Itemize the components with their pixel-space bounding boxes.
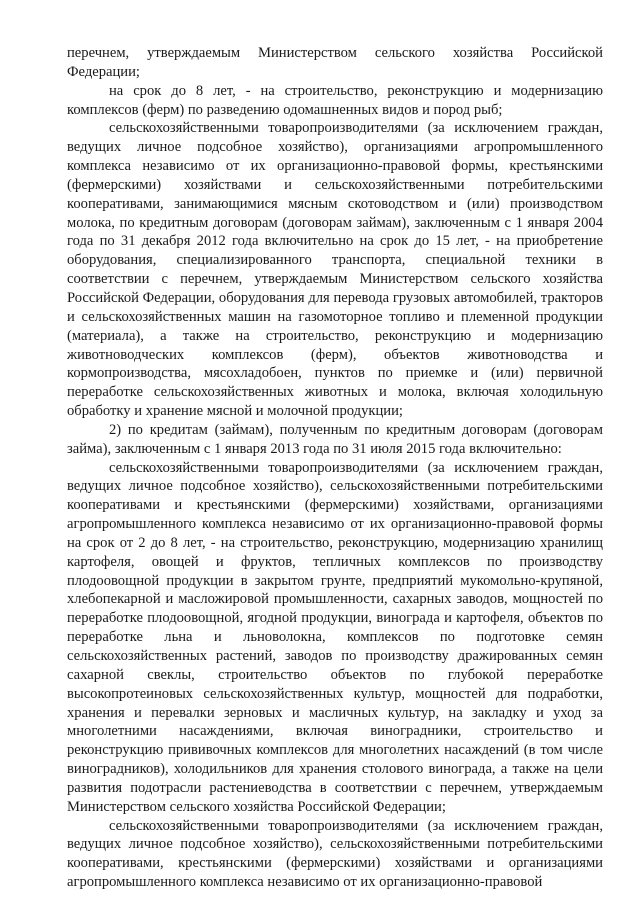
paragraph-5: сельскохозяйственными товаропроизводителями (за исключением граждан, ведущих личное подсобное хозяйство), сельскохозяйственными потребительскими кооперативами и крестьянскими (фермерскими) хозяйствами, организациями агропромышленного комплекса независимо от их организационно-правовой формы на срок от 2 до 8 лет, - на строительство, реконструкцию, модернизацию хранилищ картофеля, овощей и фруктов, тепличных комплексов по производству плодоовощной продукции в закрытом грунте, предприятий мукомольно-крупяной, хлебопекарной и масложировой промышленности, сахарных заводов, мощностей по переработке плодоовощной, ягодной продукции, винограда и картофеля, объектов по переработке льна и льноволокна, комплексов по подготовке семян сельскохозяйственных растений, заводов по производству дражированных семян сахарной свеклы, строительство объектов по глубокой переработке высокопротеиновых сельскохозяйственных культур, мощностей для подработки, хранения и перевалки зерновых и масличных культур, на закладку и уход за многолетними насаждениями, включая виноградники, строительство и реконструкцию прививочных комплексов для многолетних насаждений (в том числе виноградников), холодильников для хранения столового винограда, а также на цели развития подотрасли растениеводства в соответствии с перечнем, утверждаемым Министерством сельского хозяйства Российской Федерации; bbox=[67, 459, 603, 815]
paragraph-6: сельскохозяйственными товаропроизводителями (за исключением граждан, ведущих личное подсобное хозяйство), сельскохозяйственными потребительскими кооперативами, крестьянскими (фермерскими) хозяйствами и организациями агропромышленного комплекса независимо от их организационно-правовой bbox=[67, 817, 603, 891]
paragraph-3: сельскохозяйственными товаропроизводителями (за исключением граждан, ведущих личное подсобное хозяйство), организациями агропромышленного комплекса независимо от их организационно-правовой формы, крестьянскими (фермерскими) хозяйствами и сельскохозяйственными потребительскими кооперативами, занимающимися мясным скотоводством и (или) производством молока, по кредитным договорам (договорам займам), заключенным с 1 января 2004 года по 31 декабря 2012 года включительно на срок до 15 лет, - на приобретение оборудования, специализированного транспорта, специальной техники в соответствии с перечнем, утверждаемым Министерством сельского хозяйства Российской Федерации, оборудования для перевода грузовых автомобилей, тракторов и сельскохозяйственных машин на газомоторное топливо и племенной продукции (материала), а также на строительство, реконструкцию и модернизацию животноводческих комплексов (ферм), объектов животноводства и кормопроизводства, мясохладобоен, пунктов по приемке и (или) первичной переработке сельскохозяйственных животных и молока, включая холодильную обработку и хранение мясной и молочной продукции; bbox=[67, 120, 603, 420]
paragraph-4: 2) по кредитам (займам), полученным по кредитным договорам (договорам займа), заключенным с 1 января 2013 года по 31 июля 2015 года включительно: bbox=[67, 421, 603, 457]
paragraph-1: перечнем, утверждаемым Министерством сельского хозяйства Российской Федерации; bbox=[67, 45, 603, 80]
document-body bbox=[67, 44, 603, 892]
paragraph-2: на срок до 8 лет, - на строительство, реконструкцию и модернизацию комплексов (ферм) по разведению одомашненных видов и пород рыб; bbox=[67, 82, 603, 118]
